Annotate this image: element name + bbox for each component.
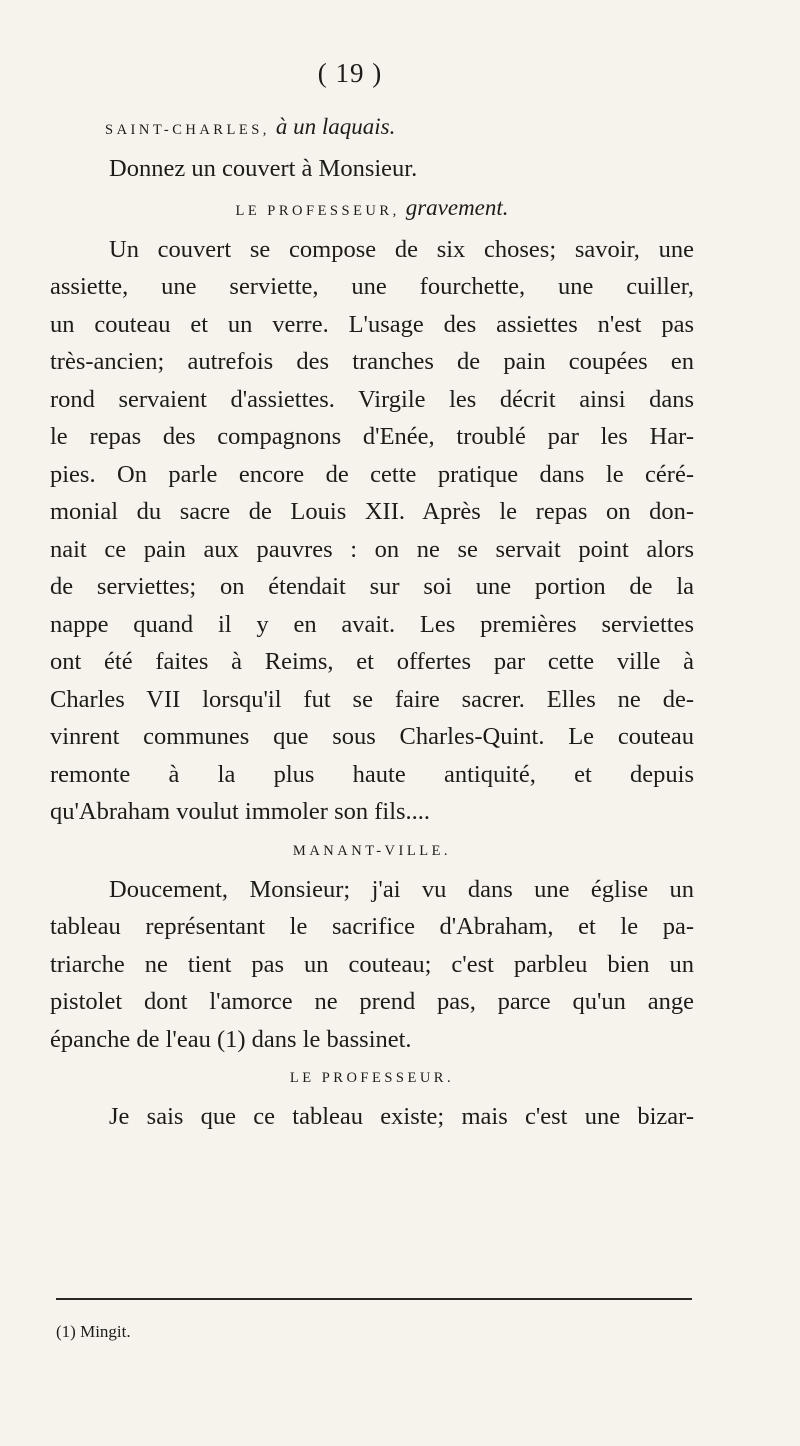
text-line: ont été faites à Reims, et offertes par cette ville à <box>50 648 694 675</box>
speaker-label: MANANT-VILLE. <box>292 842 452 859</box>
text-line: Doucement, Monsieur; j'ai vu dans une église un <box>109 875 694 903</box>
text-line: le repas des compagnons d'Enée, troublé par les Har- <box>50 423 694 450</box>
speaker-label: SAINT-CHARLES, <box>105 122 270 138</box>
speech-paragraph <box>50 231 694 831</box>
text-line: Donnez un couvert à Monsieur. <box>109 155 418 182</box>
speaker-label: LE PROFESSEUR. <box>289 1070 455 1086</box>
text-line: Un couvert se compose de six choses; savoir, une <box>109 235 694 263</box>
speech-paragraph <box>50 1098 694 1136</box>
speaker-name <box>50 109 694 148</box>
text-line: nappe quand il y en avait. Les premières serviettes <box>50 610 694 638</box>
text-line: remonte à la plus haute antiquité, et depuis <box>50 760 694 788</box>
text-line: triarche ne tient pas un couteau; c'est parbleu bien un <box>50 950 694 978</box>
text-line: un couteau et un verre. L'usage des assiettes n'est pas <box>50 310 694 338</box>
stage-direction: à un laquais. <box>275 114 396 139</box>
text-line: Charles VII lorsqu'il fut se faire sacrer. Elles ne de- <box>50 685 694 713</box>
text-line: pies. On parle encore de cette pratique dans le céré- <box>50 460 694 488</box>
text-line: épanche de l'eau (1) dans le bassinet. <box>50 1025 412 1053</box>
text-line: de serviettes; on étendait sur soi une portion de la <box>50 573 694 600</box>
text-line: vinrent communes que sous Charles-Quint. Le couteau <box>50 723 694 750</box>
speaker-name <box>50 190 694 229</box>
speaker-name <box>50 833 694 869</box>
page-number: ( 19 ) <box>317 58 383 88</box>
speaker-name <box>50 1060 694 1096</box>
speech-paragraph <box>50 871 694 1059</box>
footnote-rule <box>56 1298 692 1300</box>
dialogue-text <box>50 107 694 1136</box>
text-line: Je sais que ce tableau existe; mais c'est une bizar- <box>109 1103 694 1130</box>
speech-paragraph <box>50 150 694 188</box>
text-line: rond servaient d'assiettes. Virgile les décrit ainsi dans <box>50 385 694 413</box>
text-line: qu'Abraham voulut immoler son fils.... <box>50 798 431 825</box>
footnote: (1) Mingit. <box>56 1322 131 1341</box>
stage-direction: gravement. <box>405 194 509 220</box>
text-line: nait ce pain aux pauvres : on ne se servait point alors <box>50 535 694 563</box>
speaker-label: LE PROFESSEUR, <box>235 202 400 219</box>
text-line: pistolet dont l'amorce ne prend pas, parce qu'un ange <box>50 988 694 1015</box>
text-line: monial du sacre de Louis XII. Après le repas on don- <box>50 498 694 525</box>
text-line: tableau représentant le sacrifice d'Abraham, et le pa- <box>50 913 694 940</box>
text-line: assiette, une serviette, une fourchette, une cuiller, <box>50 273 694 300</box>
text-line: très-ancien; autrefois des tranches de pain coupées en <box>50 348 694 375</box>
